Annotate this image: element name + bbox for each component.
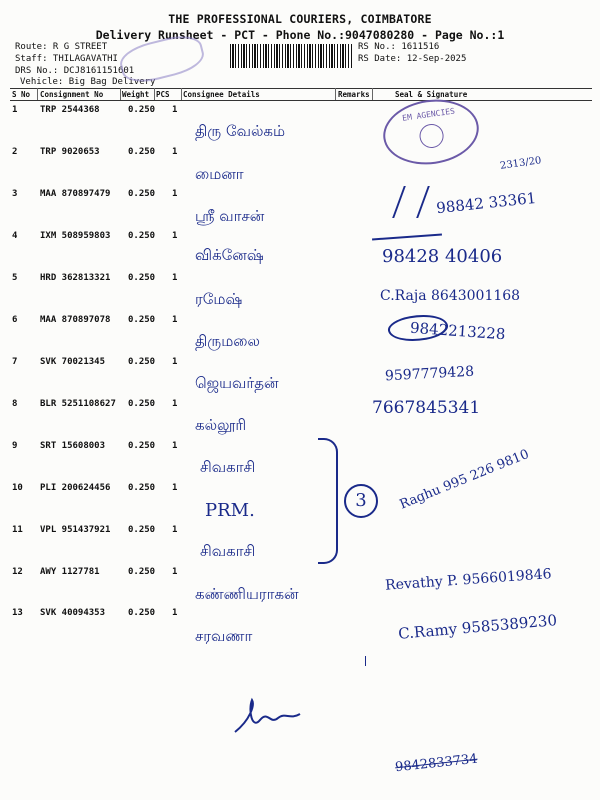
col-sno: S No <box>12 90 31 99</box>
col-consignee: Consignee Details <box>183 90 260 99</box>
consignee-handwriting: திரு வேல்கம் <box>195 122 286 140</box>
consignee-handwriting: சிவகாசி <box>200 542 256 560</box>
table-row <box>10 399 592 441</box>
row-consignment: AWY 1127781 <box>40 567 100 577</box>
footer-scribble: 9842833734 <box>394 751 479 776</box>
row-sno: 6 <box>12 315 18 325</box>
row-pcs: 1 <box>172 315 178 325</box>
row-consignment: BLR 5251108627 <box>40 399 116 409</box>
table-header-rule <box>10 100 592 101</box>
row-pcs: 1 <box>172 525 178 535</box>
table-row <box>10 105 592 147</box>
consignee-handwriting: ஜெயவர்தன் <box>195 374 279 392</box>
signature: 9842213228 <box>409 318 506 344</box>
row-weight: 0.250 <box>128 231 156 241</box>
col-weight: Weight <box>122 90 150 99</box>
row-consignment: TRP 2544368 <box>40 105 100 115</box>
col-seal-signature: Seal & Signature <box>395 90 468 99</box>
signature: 7667845341 <box>372 398 481 418</box>
row-pcs: 1 <box>172 399 178 409</box>
row-consignment: PLI 200624456 <box>40 483 111 493</box>
row-pcs: 1 <box>172 483 178 493</box>
consignee-handwriting: சரவணா <box>195 627 253 645</box>
row-weight: 0.250 <box>128 567 156 577</box>
row-pcs: 1 <box>172 273 178 283</box>
row-sno: 12 <box>12 567 23 577</box>
row-weight: 0.250 <box>128 273 156 283</box>
row-weight: 0.250 <box>128 105 156 115</box>
row-sno: 8 <box>12 399 18 409</box>
consignee-handwriting: சிவகாசி <box>200 458 256 476</box>
row-weight: 0.250 <box>128 525 156 535</box>
page-title: THE PROFESSIONAL COURIERS, COIMBATORE <box>168 12 432 26</box>
group-count-mark: 3 <box>344 484 378 518</box>
signature: 98428 40406 <box>382 246 503 267</box>
consignee-handwriting: ஸ்ரீ வாசன் <box>195 207 265 225</box>
row-pcs: 1 <box>172 189 178 199</box>
stamp-text: EM AGENCIES <box>401 106 456 123</box>
drs-info: DRS No.: DCJ8161151601 <box>15 66 135 76</box>
row-consignment: VPL 951437921 <box>40 525 111 535</box>
row-pcs: 1 <box>172 147 178 157</box>
consignee-handwriting: கண்ணியராகன் <box>195 585 299 603</box>
signature: 98842 33361 <box>435 188 537 218</box>
row-pcs: 1 <box>172 441 178 451</box>
consignee-handwriting: PRM. <box>205 500 255 521</box>
consignee-handwriting: திருமலை <box>195 332 260 350</box>
row-weight: 0.250 <box>128 357 156 367</box>
rs-date: RS Date: 12-Sep-2025 <box>358 54 467 64</box>
staff-info: Staff: THILAGAVATHI <box>15 54 118 64</box>
consignee-handwriting: ரமேஷ் <box>195 290 243 308</box>
row-pcs: 1 <box>172 567 178 577</box>
col-pcs: PCS <box>156 90 170 99</box>
row-pcs: 1 <box>172 231 178 241</box>
row-sno: 3 <box>12 189 18 199</box>
consignee-handwriting: மைனா <box>195 165 244 183</box>
signature: C.Raja 8643001168 <box>380 288 521 304</box>
row-sno: 13 <box>12 608 23 618</box>
row-consignment: MAA 870897078 <box>40 315 111 325</box>
row-sno: 5 <box>12 273 18 283</box>
row-weight: 0.250 <box>128 399 156 409</box>
row-weight: 0.250 <box>128 315 156 325</box>
row-sno: 9 <box>12 441 18 451</box>
signature: 9597779428 <box>384 363 475 385</box>
row-consignment: HRD 362813321 <box>40 273 111 283</box>
consignee-handwriting: விக்னேஷ் <box>195 246 264 264</box>
page-subtitle: Delivery Runsheet - PCT - Phone No.:9047080280 - Page No.:1 <box>95 28 505 42</box>
barcode <box>230 44 352 68</box>
vehicle-info: Vehicle: Big Bag Delivery <box>20 77 156 87</box>
table-top-rule <box>10 88 592 89</box>
table-row <box>10 357 592 399</box>
row-weight: 0.250 <box>128 147 156 157</box>
row-sno: 2 <box>12 147 18 157</box>
route-info: Route: R G STREET <box>15 42 108 52</box>
row-consignment: SVK 70021345 <box>40 357 106 367</box>
row-consignment: SVK 40094353 <box>40 608 106 618</box>
row-weight: 0.250 <box>128 189 156 199</box>
group-signature: Raghu 995 226 9810 <box>397 446 532 513</box>
signature: Revathy P. 9566019846 <box>384 566 552 594</box>
table-row <box>10 525 592 567</box>
group-bracket <box>318 438 338 564</box>
row-pcs: 1 <box>172 608 178 618</box>
row-consignment: SRT 15608003 <box>40 441 106 451</box>
row-weight: 0.250 <box>128 608 156 618</box>
row-consignment: MAA 870897479 <box>40 189 111 199</box>
row-weight: 0.250 <box>128 483 156 493</box>
row-pcs: 1 <box>172 105 178 115</box>
col-remarks: Remarks <box>338 90 370 99</box>
row-pcs: 1 <box>172 357 178 367</box>
col-consignment: Consignment No <box>40 90 104 99</box>
consignee-handwriting: கல்லூரி <box>195 416 247 434</box>
bottom-signature-scribble <box>230 690 320 740</box>
row-weight: 0.250 <box>128 441 156 451</box>
row-sno: 7 <box>12 357 18 367</box>
row-consignment: IXM 508959803 <box>40 231 111 241</box>
table-row <box>10 483 592 525</box>
signature: C.Ramy 9585389230 <box>397 611 558 643</box>
row-sno: 11 <box>12 525 23 535</box>
rs-number: RS No.: 1611516 <box>358 42 440 52</box>
row-sno: 4 <box>12 231 18 241</box>
row-sno: 1 <box>12 105 18 115</box>
table-row <box>10 231 592 273</box>
row-consignment: TRP 9020653 <box>40 147 100 157</box>
row-sno: 10 <box>12 483 23 493</box>
signature: 2313/20 <box>499 155 543 172</box>
